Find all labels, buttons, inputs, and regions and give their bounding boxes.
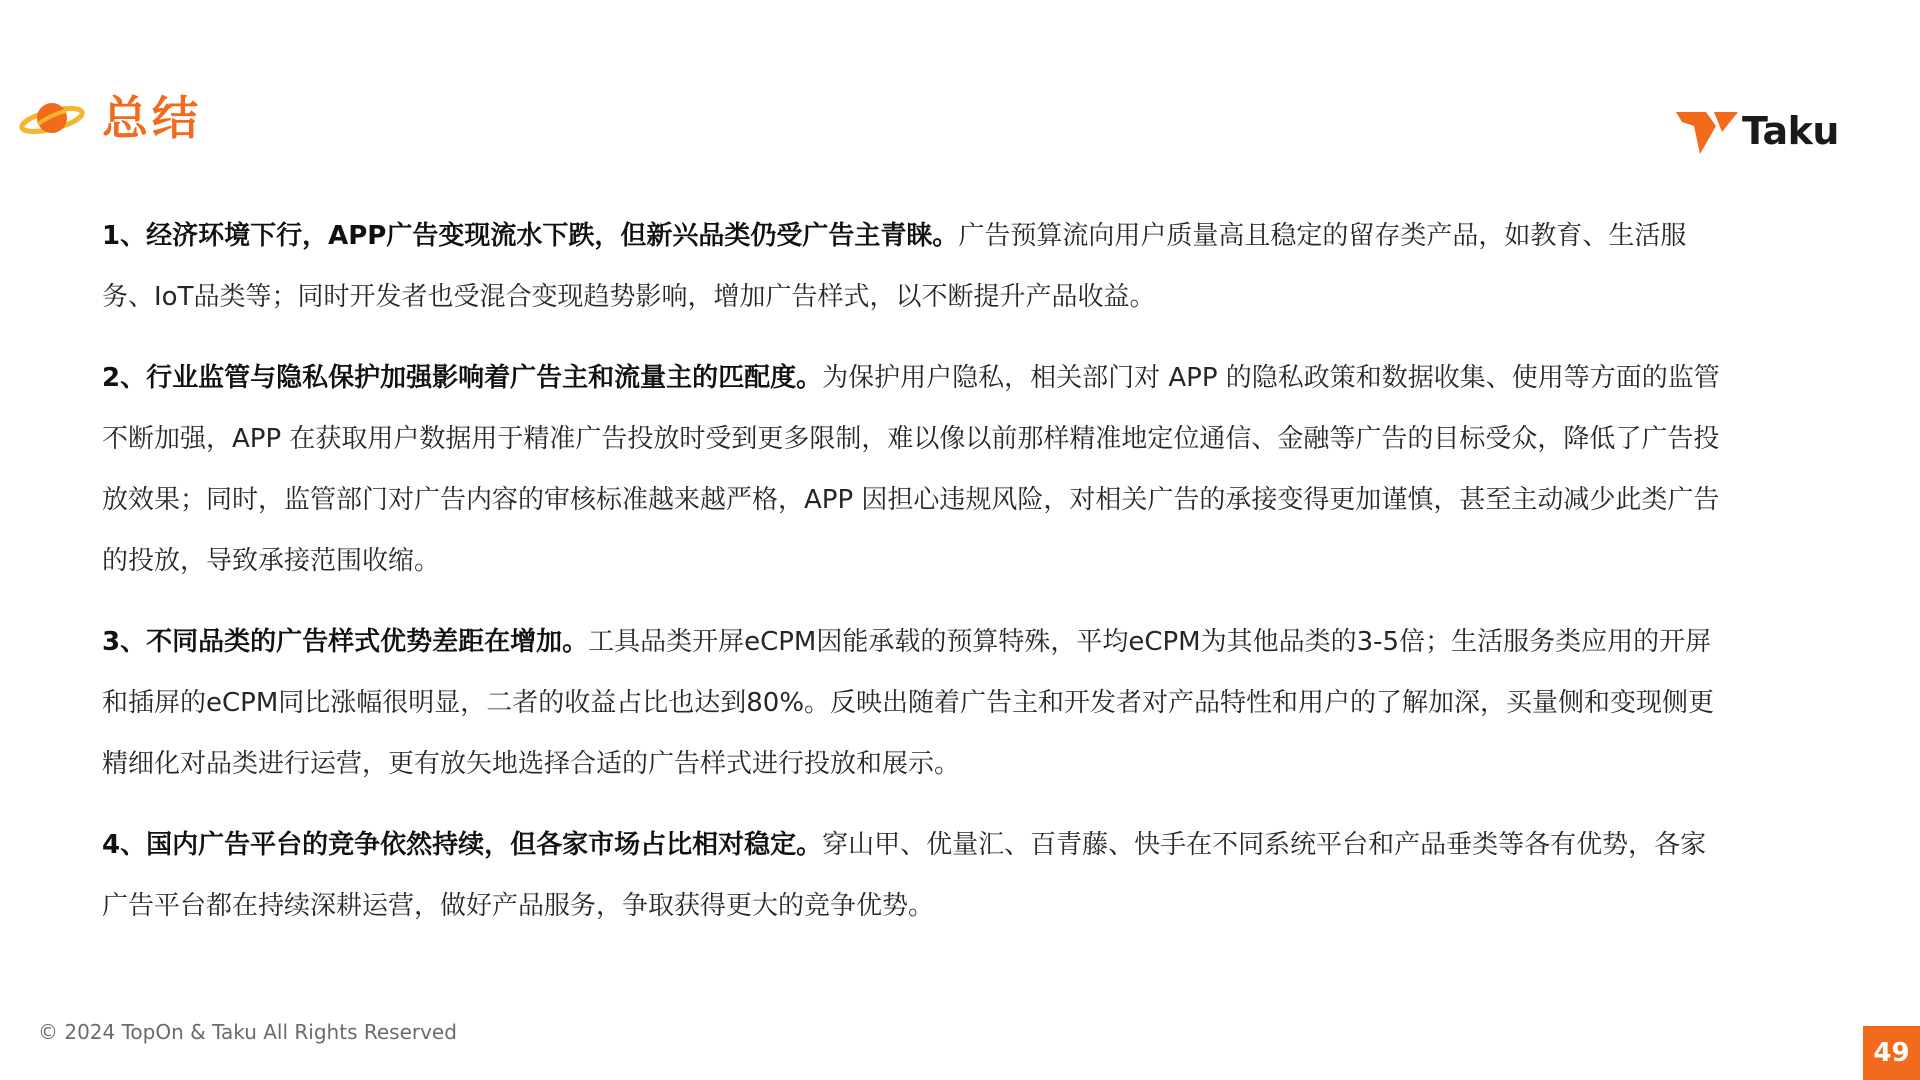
title-row bbox=[18, 86, 202, 150]
summary-points bbox=[102, 206, 1732, 957]
summary-point-3 bbox=[102, 612, 1732, 795]
summary-point-2 bbox=[102, 348, 1732, 592]
point-body: 穿山甲、优量汇、百青藤、快手在不同系统平台和产品垂类等各有优势，各家广告平台都在持续深耕运营，做好产品服务，争取获得更大的竞争优势。 bbox=[102, 830, 1707, 921]
point-lead: 1、经济环境下行，APP广告变现流水下跌，但新兴品类仍受广告主青睐。 bbox=[102, 221, 959, 251]
point-lead: 3、不同品类的广告样式优势差距在增加。 bbox=[102, 627, 589, 657]
taku-logo bbox=[1676, 106, 1839, 156]
taku-logo-mark-icon bbox=[1676, 108, 1740, 154]
page-number: 49 bbox=[1863, 1026, 1920, 1080]
logo-text: Taku bbox=[1742, 109, 1839, 153]
point-body: 广告预算流向用户质量高且稳定的留存类产品，如教育、生活服务、IoT品类等；同时开发者也受混合变现趋势影响，增加广告样式，以不断提升产品收益。 bbox=[102, 221, 1687, 312]
summary-point-1 bbox=[102, 206, 1732, 328]
point-body: 工具品类开屏eCPM因能承载的预算特殊，平均eCPM为其他品类的3-5倍；生活服务类应用的开屏和插屏的eCPM同比涨幅很明显，二者的收益占比也达到80%。反映出随着广告主和开发者对产品特性和用户的了解加深，买量侧和变现侧更精细化对品类进行运营，更有放矢地选择合适的广告样式进行投放和展示。 bbox=[102, 627, 1715, 779]
footer-copyright: © 2024 TopOn & Taku All Rights Reserved bbox=[38, 1020, 457, 1044]
planet-icon bbox=[18, 94, 86, 142]
summary-point-4 bbox=[102, 815, 1732, 937]
point-lead: 4、国内广告平台的竞争依然持续，但各家市场占比相对稳定。 bbox=[102, 830, 823, 860]
page-title: 总结 bbox=[102, 91, 202, 145]
point-lead: 2、行业监管与隐私保护加强影响着广告主和流量主的匹配度。 bbox=[102, 363, 823, 393]
point-body: 为保护用户隐私，相关部门对 APP 的隐私政策和数据收集、使用等方面的监管不断加强，APP 在获取用户数据用于精准广告投放时受到更多限制，难以像以前那样精准地定位通信、金融等广告的目标受众，降低了广告投放效果；同时，监管部门对广告内容的审核标准越来越严格，APP 因担心违规风险，对相关广告的承接变得更加谨慎，甚至主动减少此类广告的投放，导致承接范围收缩。 bbox=[102, 363, 1720, 576]
